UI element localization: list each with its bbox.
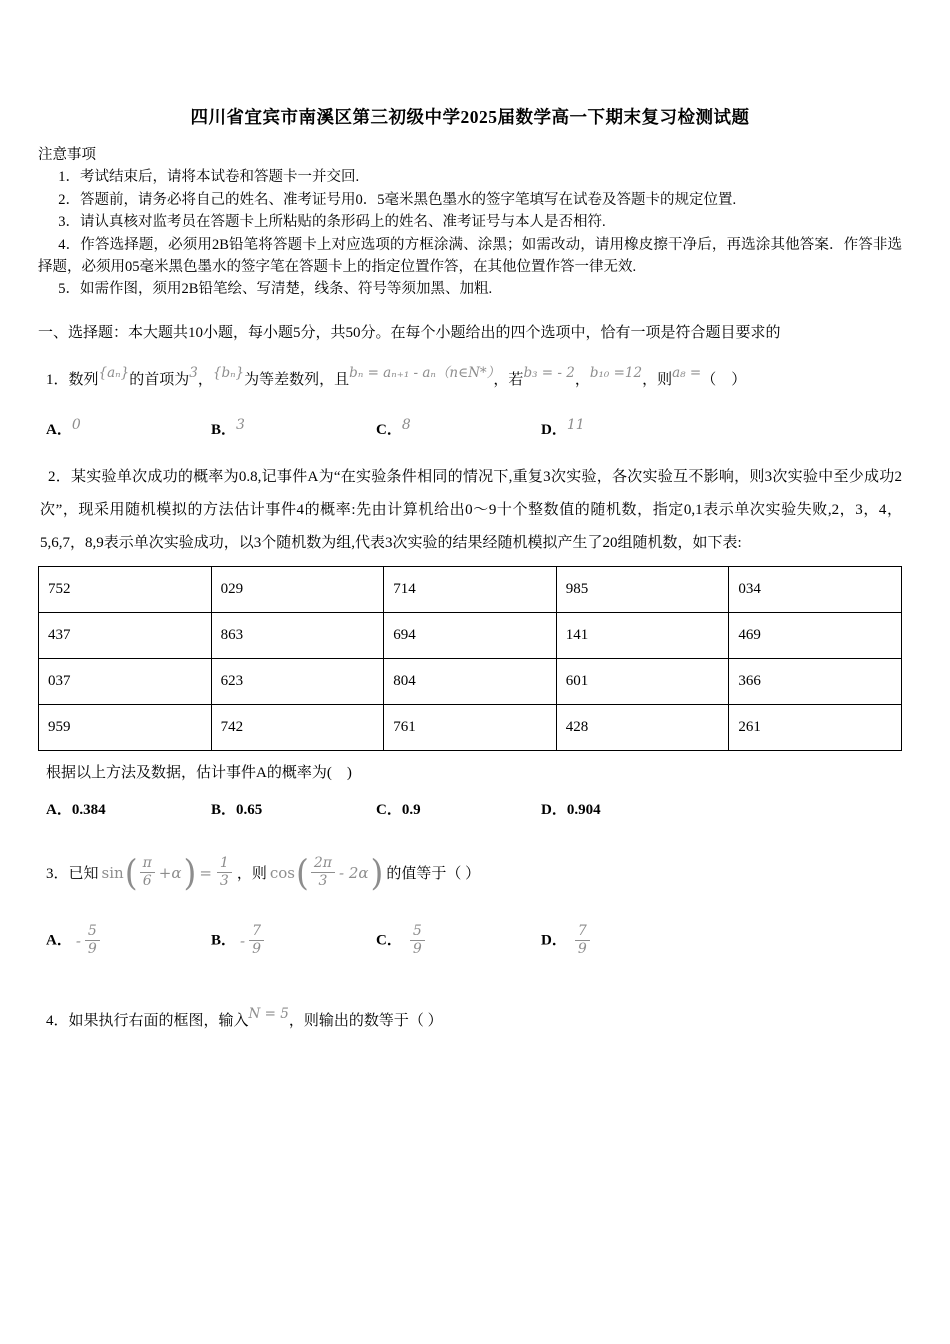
fraction-denominator: 6 bbox=[142, 873, 152, 890]
option-d bbox=[541, 418, 902, 439]
question-1-text: 的首项为 bbox=[129, 371, 190, 388]
formula-first-term: 3 bbox=[189, 364, 198, 381]
option-d: D．0.904 bbox=[541, 801, 601, 818]
table-cell: 437 bbox=[39, 612, 212, 658]
plus-alpha: +α bbox=[158, 863, 182, 882]
question-3-text: 的值等于（ ） bbox=[386, 866, 481, 883]
question-3-options bbox=[46, 923, 902, 959]
minus-sign: - bbox=[75, 931, 81, 950]
question-4 bbox=[38, 1001, 902, 1041]
fraction-denominator: 9 bbox=[412, 941, 422, 958]
table-cell: 261 bbox=[729, 704, 902, 750]
formula-b10-value: b₁₀ =12 bbox=[589, 364, 643, 381]
random-number-table bbox=[38, 566, 902, 751]
option-c bbox=[376, 418, 541, 439]
option-b-value bbox=[240, 923, 266, 959]
table-cell: 804 bbox=[384, 658, 557, 704]
table-cell: 742 bbox=[211, 704, 384, 750]
formula-bn-sequence: {bₙ} bbox=[212, 364, 245, 381]
question-4-text: ，则输出的数等于（ ） bbox=[288, 1012, 443, 1029]
formula-a8-query: a₈ = bbox=[672, 364, 702, 381]
option-c-label: C． bbox=[376, 932, 402, 949]
minus-sign: - bbox=[240, 931, 246, 950]
table-cell: 623 bbox=[211, 658, 384, 704]
option-a-value: 0 bbox=[71, 416, 81, 433]
note-item-1: 1．考试结束后，请将本试卷和答题卡一并交回. bbox=[58, 169, 360, 186]
option-b: B．0.65 bbox=[211, 801, 263, 818]
fraction-numerator: 1 bbox=[217, 855, 232, 874]
question-2-text: 2．某实验单次成功的概率为0.8,记事件A为“在实验条件相同的情况下,重复3次实验，各次实验互不影响，则3次实验中至少成功2次”，现采用随机模拟的方法估计事件4的概率:先由计算机给出0～9十个整数值的随机数，指定0,1表示单次实验失败,2，3，4，5,6,7，8,9表示单次实验成功，以3个随机数为组,代表3次实验的结果经随机模拟产生了20组随机数，如下表: bbox=[40, 468, 902, 551]
fraction-7-over-9 bbox=[249, 923, 264, 959]
option-a-label: A． bbox=[46, 932, 72, 949]
table-cell: 863 bbox=[211, 612, 384, 658]
option-c-value bbox=[406, 923, 427, 959]
right-paren: ) bbox=[183, 851, 197, 894]
formula-b3-value: b₃ = - 2 bbox=[523, 364, 575, 381]
table-cell: 752 bbox=[39, 566, 212, 612]
option-b-label: B． bbox=[211, 932, 237, 949]
fraction-denominator: 9 bbox=[252, 941, 262, 958]
fraction-numerator: 7 bbox=[249, 923, 264, 942]
option-a bbox=[46, 923, 211, 959]
table-cell: 694 bbox=[384, 612, 557, 658]
question-4-text: 如果执行右面的框图，输入 bbox=[68, 1012, 249, 1029]
option-d-value bbox=[571, 923, 592, 959]
option-b-value: 3 bbox=[236, 416, 245, 433]
formula-n-domain: （n∈N*） bbox=[435, 364, 494, 381]
left-paren: ( bbox=[296, 851, 309, 894]
fraction-5-over-9 bbox=[410, 923, 425, 959]
sin-function: sin bbox=[101, 863, 124, 882]
option-a-label: A． bbox=[46, 421, 72, 438]
question-4-number: 4． bbox=[46, 1012, 69, 1029]
table-cell: 959 bbox=[39, 704, 212, 750]
option-a: A．0.384 bbox=[46, 801, 106, 818]
fraction-2pi-over-3 bbox=[311, 855, 335, 891]
table-cell: 029 bbox=[211, 566, 384, 612]
option-d-value: 11 bbox=[566, 416, 585, 433]
option-d bbox=[541, 923, 902, 959]
cos-function: cos bbox=[269, 863, 295, 882]
table-row bbox=[39, 658, 902, 704]
question-3-text: ，则 bbox=[236, 866, 267, 883]
equals-sign: = bbox=[199, 863, 212, 882]
table-cell: 037 bbox=[39, 658, 212, 704]
fraction-numerator: 2π bbox=[311, 855, 335, 874]
question-3-number: 3． bbox=[46, 866, 69, 883]
fraction-pi-over-6 bbox=[140, 855, 155, 891]
option-c-value: 8 bbox=[401, 416, 411, 433]
note-item-5: 5．如需作图，须用2B铅笔绘、写清楚，线条、符号等须加黑、加粗. bbox=[58, 281, 493, 298]
fraction-7-over-9 bbox=[575, 923, 590, 959]
question-1-text: ，则 bbox=[642, 371, 673, 388]
table-cell: 985 bbox=[556, 566, 729, 612]
fraction-denominator: 3 bbox=[318, 873, 328, 890]
fraction-denominator: 9 bbox=[87, 941, 97, 958]
table-cell: 469 bbox=[729, 612, 902, 658]
sin-expression bbox=[101, 851, 234, 894]
question-3 bbox=[38, 845, 902, 901]
notes-section bbox=[38, 144, 902, 301]
question-1-text: ， bbox=[574, 371, 590, 388]
option-d-label: D． bbox=[541, 932, 567, 949]
fraction-denominator: 3 bbox=[219, 873, 229, 890]
question-1-blank: （ ） bbox=[701, 371, 747, 388]
right-paren: ) bbox=[370, 851, 384, 894]
table-cell: 714 bbox=[384, 566, 557, 612]
cos-expression bbox=[269, 851, 384, 894]
question-3-text: 已知 bbox=[68, 866, 99, 883]
option-c bbox=[376, 923, 541, 959]
notes-heading: 注意事项 bbox=[38, 147, 96, 163]
fraction-numerator: 5 bbox=[85, 923, 100, 942]
question-1-number: 1． bbox=[46, 371, 69, 388]
option-b bbox=[211, 923, 376, 959]
formula-an-sequence: {aₙ} bbox=[98, 364, 130, 381]
table-row bbox=[39, 612, 902, 658]
question-2-conclusion: 根据以上方法及数据，估计事件A的概率为( ) bbox=[46, 764, 352, 781]
minus-2alpha: - 2α bbox=[338, 863, 369, 882]
option-a bbox=[46, 418, 211, 439]
question-1-options bbox=[46, 418, 902, 439]
fraction-numerator: π bbox=[140, 855, 155, 874]
table-cell: 366 bbox=[729, 658, 902, 704]
table-row bbox=[39, 704, 902, 750]
option-b-label: B． bbox=[211, 421, 237, 438]
option-c-label: C． bbox=[376, 421, 402, 438]
exam-title: 四川省宜宾市南溪区第三初级中学2025届数学高一下期末复习检测试题 bbox=[190, 107, 750, 127]
table-cell: 428 bbox=[556, 704, 729, 750]
note-item-4: 4．作答选择题，必须用2B铅笔将答题卡上对应选项的方框涂满、涂黑；如需改动，请用橡皮擦干净后，再选涂其他答案．作答非选择题，必须用05毫米黑色墨水的签字笔在答题卡上的指定位置作答，在其他位置作答一律无效. bbox=[38, 236, 902, 276]
fraction-numerator: 7 bbox=[575, 923, 590, 942]
note-item-3: 3．请认真核对监考员在答题卡上所粘贴的条形码上的姓名、准考证号与本人是否相符. bbox=[58, 214, 606, 231]
option-b bbox=[211, 418, 376, 439]
question-1-text: 为等差数列，且 bbox=[244, 371, 350, 388]
table-cell: 601 bbox=[556, 658, 729, 704]
table-cell: 034 bbox=[729, 566, 902, 612]
fraction-numerator: 5 bbox=[410, 923, 425, 942]
option-a-value bbox=[76, 923, 102, 959]
formula-n-equals-5: N = 5 bbox=[248, 1005, 289, 1022]
table-cell: 141 bbox=[556, 612, 729, 658]
option-d-label: D． bbox=[541, 421, 567, 438]
table-row bbox=[39, 566, 902, 612]
question-1-text: ，若 bbox=[493, 371, 524, 388]
question-1-text: ， bbox=[197, 371, 213, 388]
fraction-denominator: 9 bbox=[577, 941, 587, 958]
table-cell: 761 bbox=[384, 704, 557, 750]
formula-bn-definition: bₙ = aₙ₊₁ - aₙ bbox=[349, 364, 436, 381]
question-2-options bbox=[46, 798, 902, 819]
left-paren: ( bbox=[124, 851, 138, 894]
fraction-5-over-9 bbox=[85, 923, 100, 959]
section-1-heading: 一、选择题：本大题共10小题，每小题5分，共50分。在每个小题给出的四个选项中，恰有一项是符合题目要求的 bbox=[38, 324, 781, 341]
option-c: C．0.9 bbox=[376, 801, 421, 818]
question-1-text: 数列 bbox=[68, 371, 99, 388]
fraction-one-third bbox=[217, 855, 232, 891]
note-item-2: 2．答题前，请务必将自己的姓名、准考证号用0．5毫米黑色墨水的签字笔填写在试卷及答题卡的规定位置. bbox=[58, 191, 737, 208]
question-1 bbox=[38, 358, 902, 402]
